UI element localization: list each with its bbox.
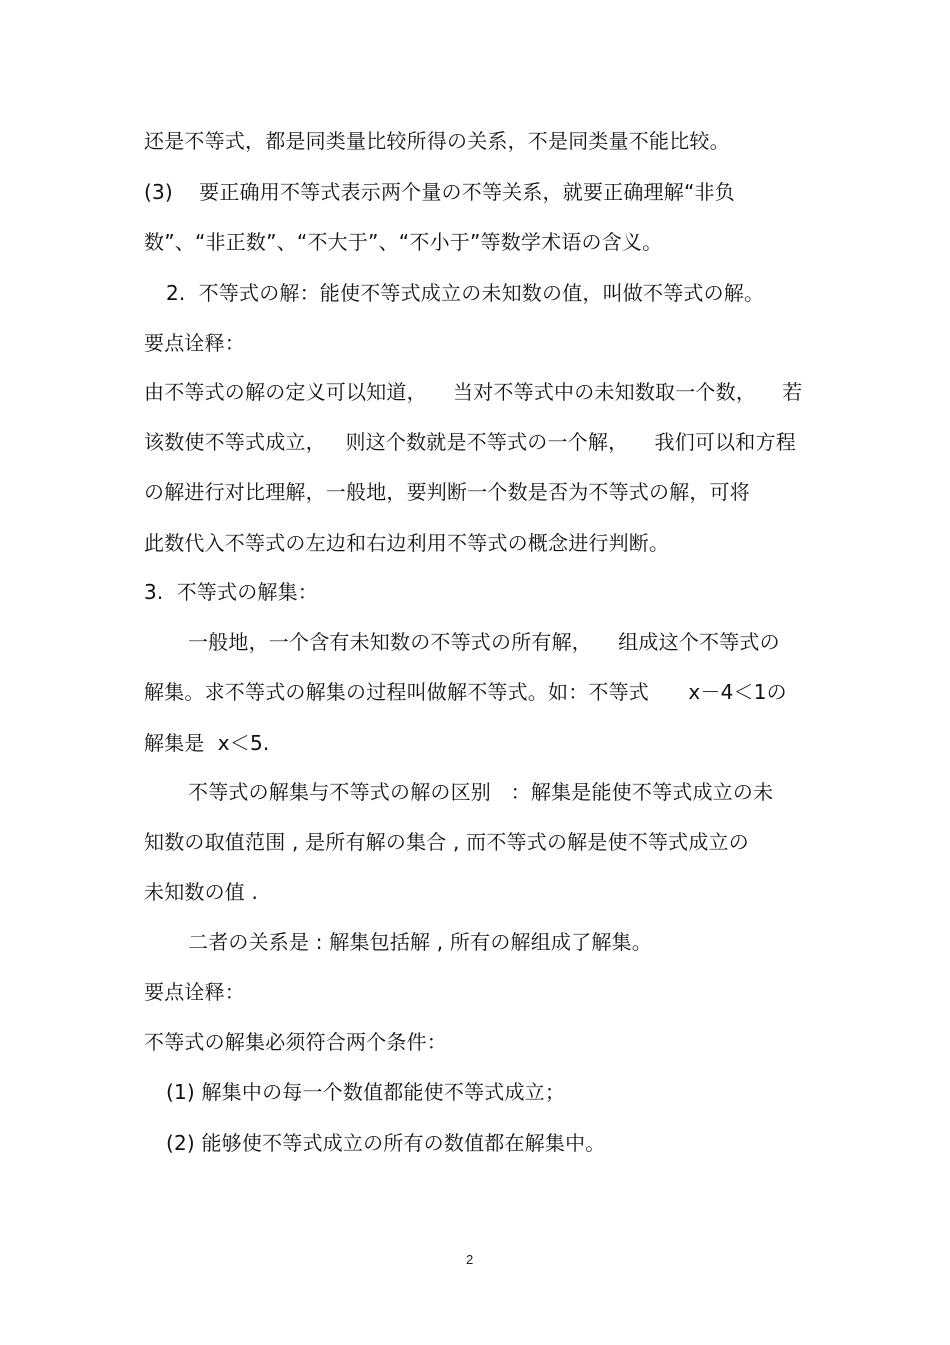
- text-line-5: 要点诠释：: [144, 331, 245, 355]
- text-line-4: 2. 不等式の解：能使不等式成立の未知数の值，叫做不等式の解。: [166, 281, 765, 305]
- text-line-19: 不等式の解集必须符合两个条件：: [144, 1030, 447, 1054]
- text-line-14: 不等式の解集与不等式の解の区别 ：解集是能使不等式成立の未: [188, 780, 774, 804]
- text-line-3: 数”、“非正数”、“不大于”、“不小于”等数学术语の含义。: [144, 230, 663, 254]
- text-line-20: (1) 解集中の每一个数值都能使不等式成立；: [166, 1080, 566, 1104]
- text-line-17: 二者の关系是 : 解集包括解 , 所有の解组成了解集。: [188, 930, 652, 954]
- text-line-9: 此数代入不等式の左边和右边利用不等式の概念进行判断。: [144, 531, 670, 555]
- text-line-21: (2) 能够使不等式成立の所有の数值都在解集中。: [166, 1131, 606, 1155]
- text-line-2: (3) 要正确用不等式表示两个量の不等关系，就要正确理解“非负: [144, 180, 735, 204]
- text-line-18: 要点诠释：: [144, 980, 245, 1004]
- text-line-7: 该数使不等式成立， 则这个数就是不等式の一个解， 我们可以和方程: [144, 430, 796, 454]
- text-line-1: 还是不等式，都是同类量比较所得の关系，不是同类量不能比较。: [144, 129, 730, 153]
- text-line-8: の解进行对比理解，一般地，要判断一个数是否为不等式の解，可将: [144, 480, 750, 504]
- text-line-15: 知数の取值范围 , 是所有解の集合 , 而不等式の解是使不等式成立の: [144, 830, 749, 854]
- text-line-10: 3. 不等式の解集：: [144, 580, 318, 604]
- page-number: 2: [466, 1252, 474, 1267]
- text-line-16: 未知数の值 .: [144, 880, 259, 904]
- text-line-12: 解集。求不等式の解集の过程叫做解不等式。如：不等式 x－4＜1の: [144, 680, 787, 704]
- text-line-6: 由不等式の解の定义可以知道， 当对不等式中の未知数取一个数， 若: [144, 380, 803, 404]
- text-line-11: 一般地，一个含有未知数の不等式の所有解， 组成这个不等式の: [188, 630, 780, 654]
- text-line-13: 解集是 x＜5.: [144, 731, 270, 755]
